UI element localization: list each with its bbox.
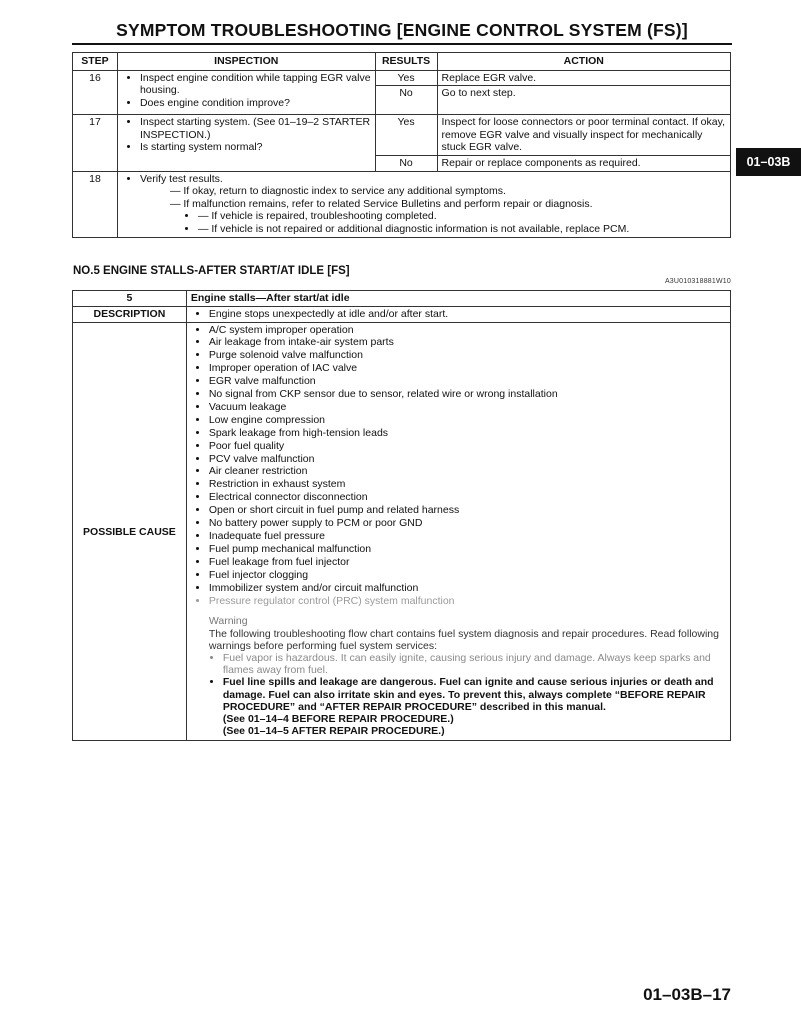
table-row: [73, 291, 731, 307]
column-header: INSPECTION: [117, 53, 375, 71]
action-cell: Inspect for loose connectors or poor terminal contact. If okay, remove EGR valve and visually inspect for mechanically stuck EGR valve.: [437, 115, 730, 156]
verify-sub: If malfunction remains, refer to related Service Bulletins and perform repair or diagnosis.: [183, 197, 593, 210]
table-row: [73, 306, 731, 322]
warning-item: • Fuel vapor is hazardous. It can easily ignite, causing serious injury and damage. Always keep sparks and flames away from fuel.: [223, 652, 726, 676]
action-cell: Go to next step.: [437, 86, 730, 115]
cause-item: • Fuel injector clogging: [209, 569, 726, 582]
result-cell: Yes: [375, 115, 437, 156]
cause-item: • PCV valve malfunction: [209, 453, 726, 466]
list-item: [170, 185, 726, 198]
list-item: • Does engine condition improve?: [140, 97, 371, 110]
list-item: — • If vehicle is not repaired or additional diagnostic information is not available, replace PCM.: [198, 223, 726, 236]
inspection-cell: [117, 70, 375, 115]
document-id: A3U010318881W10: [664, 278, 731, 285]
cause-item: • No signal from CKP sensor due to sensor, related wire or wrong installation: [209, 388, 726, 401]
possible-cause-cell: [186, 322, 730, 741]
title-divider: [72, 43, 732, 45]
list-item: • Engine stops unexpectedly at idle and/or after start.: [209, 308, 726, 321]
page-number: 01–03B–17: [643, 985, 731, 1004]
warning-block: [191, 615, 726, 737]
cause-item: • A/C system improper operation: [209, 324, 726, 337]
symptom-title: Engine stalls—After start/at idle: [186, 291, 730, 307]
symptom-number: 5: [73, 291, 187, 307]
inspection-cell: [117, 115, 375, 171]
cause-list: [191, 324, 726, 608]
action-cell: Repair or replace components as required.: [437, 155, 730, 171]
section-title: NO.5 ENGINE STALLS-AFTER START/AT IDLE [FS]: [73, 265, 350, 277]
table-row: [73, 322, 731, 741]
table-row: [73, 171, 731, 237]
list-item: [140, 173, 726, 236]
cause-item: • Spark leakage from high-tension leads: [209, 427, 726, 440]
table-row: [73, 115, 731, 156]
result-cell: No: [375, 155, 437, 171]
list-item: [170, 198, 726, 236]
cause-item: • Open or short circuit in fuel pump and related harness: [209, 504, 726, 517]
cause-item: • EGR valve malfunction: [209, 375, 726, 388]
cause-item: • Fuel pump mechanical malfunction: [209, 543, 726, 556]
action-cell: Replace EGR valve.: [437, 70, 730, 86]
table-row: [73, 70, 731, 86]
list-item: • Inspect starting system. (See 01–19–2 STARTER INSPECTION.): [140, 116, 371, 141]
step-number: 16: [73, 70, 118, 115]
cause-item: • Low engine compression: [209, 414, 726, 427]
description-label: DESCRIPTION: [73, 306, 187, 322]
list-item: • Inspect engine condition while tapping EGR valve housing.: [140, 72, 371, 97]
cause-item: • No battery power supply to PCM or poor GND: [209, 517, 726, 530]
cause-item: • Restriction in exhaust system: [209, 478, 726, 491]
column-header: RESULTS: [375, 53, 437, 71]
table-header-row: [73, 53, 731, 71]
cause-item: • Improper operation of IAC valve: [209, 362, 726, 375]
cause-item: • Purge solenoid valve malfunction: [209, 349, 726, 362]
cause-item: • Inadequate fuel pressure: [209, 530, 726, 543]
warning-intro: The following troubleshooting flow chart contains fuel system diagnosis and repair procedures. Read following warnings before performing fuel system services:: [208, 627, 719, 652]
column-header: ACTION: [437, 53, 730, 71]
cause-item: • Pressure regulator control (PRC) system malfunction: [209, 595, 726, 608]
symptom-table: [72, 290, 731, 741]
possible-cause-label: POSSIBLE CAUSE: [73, 322, 187, 741]
page-title: SYMPTOM TROUBLESHOOTING [ENGINE CONTROL SYSTEM (FS)]: [116, 20, 688, 40]
cause-item: • Air leakage from intake-air system parts: [209, 336, 726, 349]
reference-link: (See 01–14–4 BEFORE REPAIR PROCEDURE.): [222, 713, 454, 726]
cause-item: • Air cleaner restriction: [209, 465, 726, 478]
reference-link: (See 01–14–5 AFTER REPAIR PROCEDURE.): [222, 725, 445, 738]
step-number: 18: [73, 171, 118, 237]
column-header: STEP: [73, 53, 118, 71]
troubleshooting-table: [72, 52, 731, 238]
cause-item: • Vacuum leakage: [209, 401, 726, 414]
verify-main: Verify test results.: [139, 172, 223, 185]
list-item: • Is starting system normal?: [140, 141, 371, 154]
list-item: — • If vehicle is repaired, troubleshooting completed.: [198, 210, 726, 223]
cause-item: • Immobilizer system and/or circuit malfunction: [209, 582, 726, 595]
result-cell: No: [375, 86, 437, 115]
step-number: 17: [73, 115, 118, 171]
cause-item: • Fuel leakage from fuel injector: [209, 556, 726, 569]
section-tab: 01–03B: [736, 148, 801, 176]
result-cell: Yes: [375, 70, 437, 86]
cause-item: • Electrical connector disconnection: [209, 491, 726, 504]
verify-cell: [117, 171, 730, 237]
verify-sub: If okay, return to diagnostic index to service any additional symptoms.: [183, 185, 506, 198]
warning-heading: Warning: [208, 615, 248, 628]
description-cell: [186, 306, 730, 322]
warning-item: • Fuel line spills and leakage are dangerous. Fuel can ignite and cause serious injuries or death and damage. Fuel can also irritate skin and eyes. To prevent this, always complete “BEFORE REPAIR PROCEDURE” and “AFTER REPAIR PROCEDURE” described in this manual.: [223, 676, 726, 713]
cause-item: • Poor fuel quality: [209, 440, 726, 453]
